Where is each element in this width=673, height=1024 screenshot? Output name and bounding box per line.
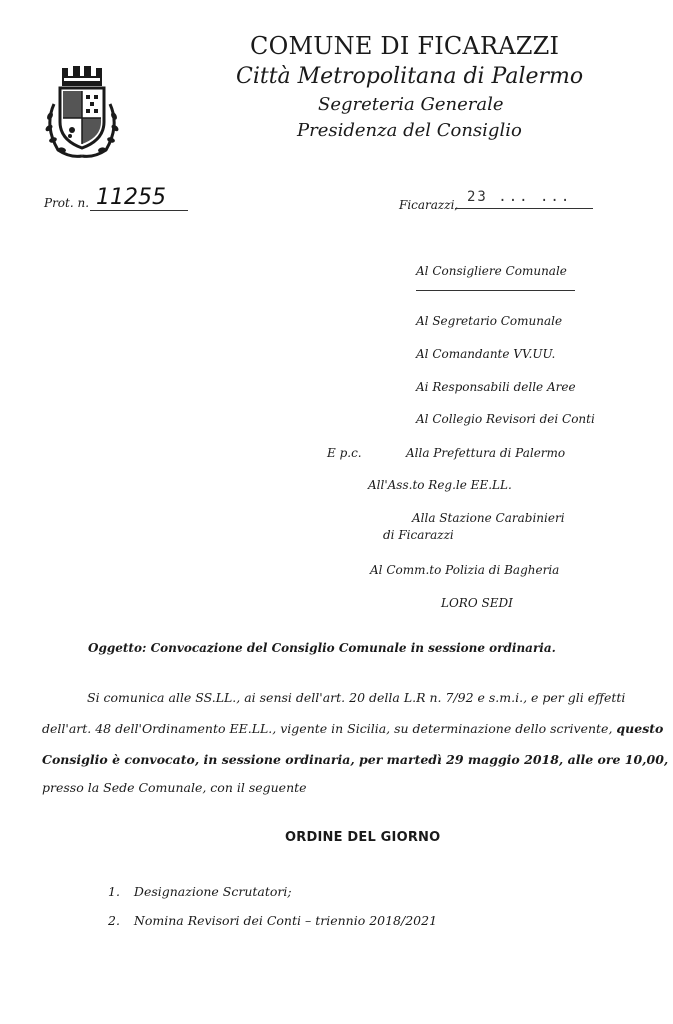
recipient-responsabili: Ai Responsabili delle Aree: [416, 380, 576, 394]
presidenza-consiglio: Presidenza del Consiglio: [297, 120, 522, 141]
epc-label: E p.c.: [327, 446, 362, 460]
loro-sedi: LORO SEDI: [441, 596, 513, 610]
recipient-consigliere: Al Consigliere Comunale: [416, 264, 567, 278]
citta-metropolitana: Città Metropolitana di Palermo: [236, 64, 584, 89]
recipient-segretario: Al Segretario Comunale: [416, 314, 563, 328]
body-line-2-bold: questo: [616, 721, 664, 736]
place-label: Ficarazzi,: [399, 198, 459, 212]
comune-title: COMUNE DI FICARAZZI: [250, 32, 560, 60]
recipient-carabinieri: Alla Stazione Carabinieri: [412, 511, 565, 525]
recipient-assessorato: All'Ass.to Reg.le EE.LL.: [368, 478, 512, 492]
agenda-item-number: 2.: [108, 913, 120, 928]
prot-number: 11255: [90, 186, 188, 211]
coat-of-arms-icon: [40, 64, 124, 162]
body-line-4: presso la Sede Comunale, con il seguente: [42, 780, 307, 795]
recipient-polizia: Al Comm.to Polizia di Bagheria: [370, 563, 560, 577]
agenda-item: [108, 884, 292, 899]
recipient-comandante: Al Comandante VV.UU.: [416, 347, 556, 361]
agenda-title: ORDINE DEL GIORNO: [285, 830, 441, 845]
agenda-item: [108, 913, 437, 928]
agenda-item-text: Nomina Revisori dei Conti – triennio 2018/2021: [133, 913, 438, 928]
body-line-2: [42, 721, 663, 736]
body-line-2-text: dell'art. 48 dell'Ordinamento EE.LL., vigente in Sicilia, su determinazione dello scrivente,: [42, 721, 613, 736]
body-line-3: Consiglio è convocato, in sessione ordinaria, per martedì 29 maggio 2018, alle ore 10,00,: [42, 752, 669, 767]
recipient-collegio: Al Collegio Revisori dei Conti: [416, 412, 595, 426]
agenda-item-number: 1.: [108, 884, 120, 899]
agenda-item-text: Designazione Scrutatori;: [133, 884, 292, 899]
date-stamp: 23 ... ...: [455, 186, 593, 209]
subject-line: Oggetto: Convocazione del Consiglio Comunale in sessione ordinaria.: [88, 641, 556, 655]
recipient-carabinieri-location: di Ficarazzi: [383, 528, 454, 542]
recipient-prefettura: Alla Prefettura di Palermo: [406, 446, 566, 460]
segreteria-generale: Segreteria Generale: [318, 94, 504, 115]
body-line-1: Si comunica alle SS.LL., ai sensi dell'art. 20 della L.R n. 7/92 e s.m.i., e per gli effetti: [87, 690, 626, 705]
prot-label: Prot. n.: [44, 196, 90, 210]
recipient-name-line: [416, 290, 575, 291]
